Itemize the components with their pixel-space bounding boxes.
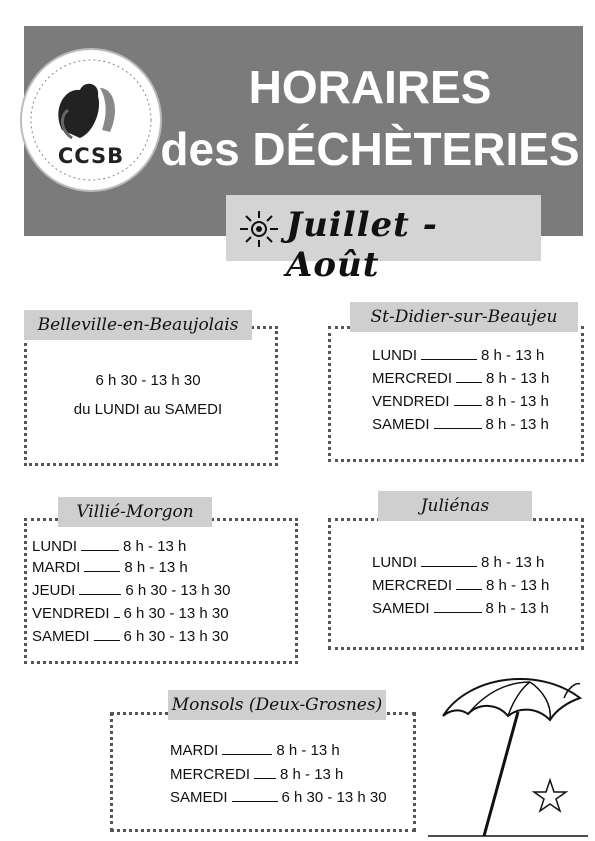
stdidier-tag: St-Didier-sur-Beaujeu <box>350 302 578 332</box>
sun-icon <box>236 209 282 249</box>
belleville-tag: Belleville-en-Beaujolais <box>24 310 252 340</box>
villie-tag: Villié-Morgon <box>58 497 212 527</box>
julienas-row: MERCREDI 8 h - 13 h <box>372 577 550 594</box>
logo-text: CCSB <box>57 144 125 168</box>
monsols-row: SAMEDI 6 h 30 - 13 h 30 <box>170 789 387 806</box>
month-banner <box>226 195 541 285</box>
stdidier-row: VENDREDI 8 h - 13 h <box>372 393 549 410</box>
julienas-tag: Juliénas <box>378 491 532 521</box>
title-line1: HORAIRES <box>248 61 492 113</box>
villie-row: SAMEDI 6 h 30 - 13 h 30 <box>32 628 229 645</box>
villie-row: JEUDI 6 h 30 - 13 h 30 <box>32 582 231 599</box>
monsols-row: MARDI 8 h - 13 h <box>170 742 340 759</box>
villie-row: LUNDI 8 h - 13 h <box>32 538 187 555</box>
stdidier-row: SAMEDI 8 h - 13 h <box>372 416 549 433</box>
stdidier-row: LUNDI 8 h - 13 h <box>372 347 545 364</box>
belleville-box <box>24 326 278 466</box>
monsols-row: MERCREDI 8 h - 13 h <box>170 766 344 783</box>
monsols-tag: Monsols (Deux-Grosnes) <box>168 690 386 720</box>
belleville-hours: 6 h 30 - 13 h 30 <box>95 372 201 389</box>
villie-row: MARDI 8 h - 13 h <box>32 559 188 576</box>
julienas-row: LUNDI 8 h - 13 h <box>372 554 545 571</box>
ccsb-logo <box>20 48 162 192</box>
beach-umbrella-icon <box>428 668 588 838</box>
title-line2: des DÉCHÈTERIES <box>160 123 580 175</box>
belleville-days: du LUNDI au SAMEDI <box>73 401 223 418</box>
julienas-row: SAMEDI 8 h - 13 h <box>372 600 549 617</box>
month-label: Juillet - Août <box>286 205 438 285</box>
villie-row: VENDREDI 6 h 30 - 13 h 30 <box>32 605 229 622</box>
stdidier-row: MERCREDI 8 h - 13 h <box>372 370 550 387</box>
